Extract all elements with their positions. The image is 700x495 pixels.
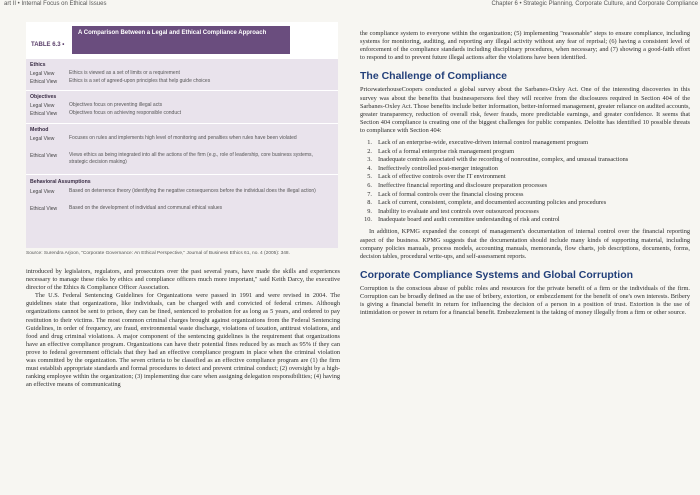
row-text: Ethics is a set of agreed-upon principles that help guide choices [69,78,211,84]
row-label: Ethical View [30,206,58,212]
body-paragraph: Corruption is the conscious abuse of public roles and resources for the private benefit of a firm or the individuals of the firm. Corruption can be broadly defined as the use of bribery, extortion, or embezzlement for the benefit of one's own interests. Bribery is giving a financial benefit in return for influencing the decision of a person in a position of trust. Extortion is the use of intimidation or power in return for a financial benefit. Embezzlement is the taking of money illegally from a firm or other source. [360,284,690,317]
table-number: TABLE 6.3 • [31,42,65,48]
list-text: Lack of current, consistent, complete, and documented accounting policies and procedures [378,199,607,207]
body-paragraph: the compliance system to everyone within the organization; (5) implementing "reasonable" steps to ensure compliance, including systems for monitoring, auditing, and reporting any illegal activity without any fear of reprisal; (6) having a consistent level of enforcement of the compliance standards including disciplinary procedures, when necessary; and (7) showing a good-faith effort to respond to and to prevent future illegal actions after the violations have been identified. [360,30,690,62]
list-number: 5. [367,173,372,181]
section-heading: Objectives [30,94,57,100]
row-label: Legal View [30,189,55,195]
comparison-table [26,22,338,248]
list-text: Inadequate board and audit committee understanding of risk and control [378,216,560,224]
list-text: Ineffectively controlled post-merger integration [378,164,498,172]
row-label: Ethical View [30,79,58,85]
list-number: 10. [364,216,372,224]
row-label: Legal View [30,71,55,77]
right-text-column [360,30,690,317]
section-heading-compliance: The Challenge of Compliance [360,70,508,83]
running-header-right: Chapter 6 • Strategic Planning, Corporate Culture, and Corporate Compliance [491,1,698,7]
list-number: 3. [367,156,372,164]
list-text: Lack of effective controls over the IT environment [378,173,506,181]
body-paragraph: PricewaterhouseCoopers conducted a global survey about the Sarbanes-Oxley Act. One of the interesting discoveries in this survey was about the benefits that businesspersons feel they will receive from the disclosures required in Section 404 of the Sarbanes-Oxley Act. Those benefits include better information, better-informed management, greater reliance on audited accounts, greater transparency, reduction of overall risk, fewer frauds, more predictable earnings, and greater confidence. It seems that Section 404 compliance is creating one of the biggest challenges for public companies. Deloitte has identified 10 possible threats to compliance with Section 404: [360,86,690,134]
list-item [360,216,690,224]
body-paragraph: In addition, KPMG expanded the concept of management's documentation of internal control over the financial reporting aspect of the business. KPMG suggests that the documentation should include many kinds of supporting material, including company policies manuals, process models, accounting manuals, memoranda, flow charts, job descriptions, documents, forms, decision tables, procedural write-ups, and self-assessment reports. [360,228,690,260]
list-text: Inadequate controls associated with the recording of nonroutine, complex, and unusual transactions [378,156,629,164]
list-number: 1. [367,139,372,147]
section-heading: Behavioral Assumptions [30,179,91,185]
table-caption [26,22,338,58]
list-number: 8. [367,199,372,207]
row-text: Based on deterrence theory (identifying the negative consequences before the individual does the illegal action) [69,188,316,194]
row-label: Legal View [30,136,55,142]
body-paragraph: introduced by legislators, regulators, and prosecutors over the past several years, have made the skills and experiences necessary to manage these risks by ethics and compliance officers much more important," said Keith Darcy, the executive director of the Ethics & Compliance Officer Association. [26,268,340,292]
list-item [360,191,690,199]
threats-list [360,139,690,224]
table-source: Source: Surendra Arjoon, "Corporate Governance: An Ethical Perspective," Journal of Business Ethics 61, no. 4 (2005): 348. [26,251,290,256]
row-label: Ethical View [30,111,58,117]
list-item [360,208,690,216]
running-header-left: art II • Internal Focus on Ethical Issues [4,1,107,7]
list-text: Ineffective financial reporting and disclosure preparation processes [378,182,548,189]
list-item [360,199,690,207]
list-number: 7. [367,190,372,198]
body-paragraph: The U.S. Federal Sentencing Guidelines for Organizations were passed in 1991 and were revised in 2004. The guidelines state that organizations, like individuals, can be charged with and convicted of federal crimes. Although organizations cannot be sent to prison, they can be fined, sentenced to probation for as long as 5 years, and ordered to pay restitution to their victims. The most common criminal charges brought against organizations from the Federal Sentencing Guidelines, in order of frequency, are fraud, environmental waste discharge, violations of taxation, antitrust violations, and food and drug criminal violations. A major component of the sentencing guidelines is the requirement that organizations have an effective compliance program. Organizations can have their potential fines reduced by as much as 95% if they can prove to federal government officials that they had an effective compliance program in place when the criminal violation was committed by the organization. The seven criteria to be classified as an effective compliance program are (1) the firm must establish appropriate standards and formal procedures to detect and prevent criminal conduct; (2) oversight by a high-ranking employee within the organization; (3) implementing due care when assigning delegation responsibilities; (4) having an effective means of communicating [26,292,340,389]
list-item [360,148,690,156]
row-text: Objectives focus on preventing illegal acts [69,102,163,108]
left-text-column [26,268,340,389]
list-text: Inability to evaluate and test controls over outsourced processes [378,207,539,215]
table-divider [26,123,338,124]
row-text: Ethics is viewed as a set of limits or a requirement [69,70,180,76]
list-item [360,156,690,164]
table-divider [26,174,338,175]
list-number: 4. [367,164,372,172]
row-text: Objectives focus on achieving responsible conduct [69,110,182,116]
list-text: Lack of formal controls over the financial closing process [378,190,524,198]
list-text: Lack of an enterprise-wide, executive-driven internal control management program [378,139,588,147]
list-item [360,165,690,173]
list-number: 9. [367,207,372,215]
row-label: Legal View [30,103,55,109]
section-heading: Ethics [30,62,46,68]
table-title: A Comparison Between a Legal and Ethical Compliance Approach [72,26,290,54]
list-number: 6. [367,182,372,189]
section-heading: Method [30,127,49,133]
list-text: Lack of a formal enterprise risk management program [378,147,515,155]
section-heading-corruption: Corporate Compliance Systems and Global Corruption [360,268,634,281]
row-text: Based on the development of individual and communal ethical values [69,205,223,211]
row-text: Views ethics as being integrated into all the actions of the firm (e.g., role of leadership, core business systems, strategic decision making) [69,152,313,165]
list-item [360,139,690,147]
table-divider [26,58,338,59]
row-text: Focuses on rules and implements high level of monitoring and penalties when rules have been violated [69,135,297,141]
list-item [360,173,690,181]
table-divider [26,90,338,91]
row-label: Ethical View [30,153,58,159]
list-item [360,182,690,190]
list-number: 2. [367,147,372,155]
